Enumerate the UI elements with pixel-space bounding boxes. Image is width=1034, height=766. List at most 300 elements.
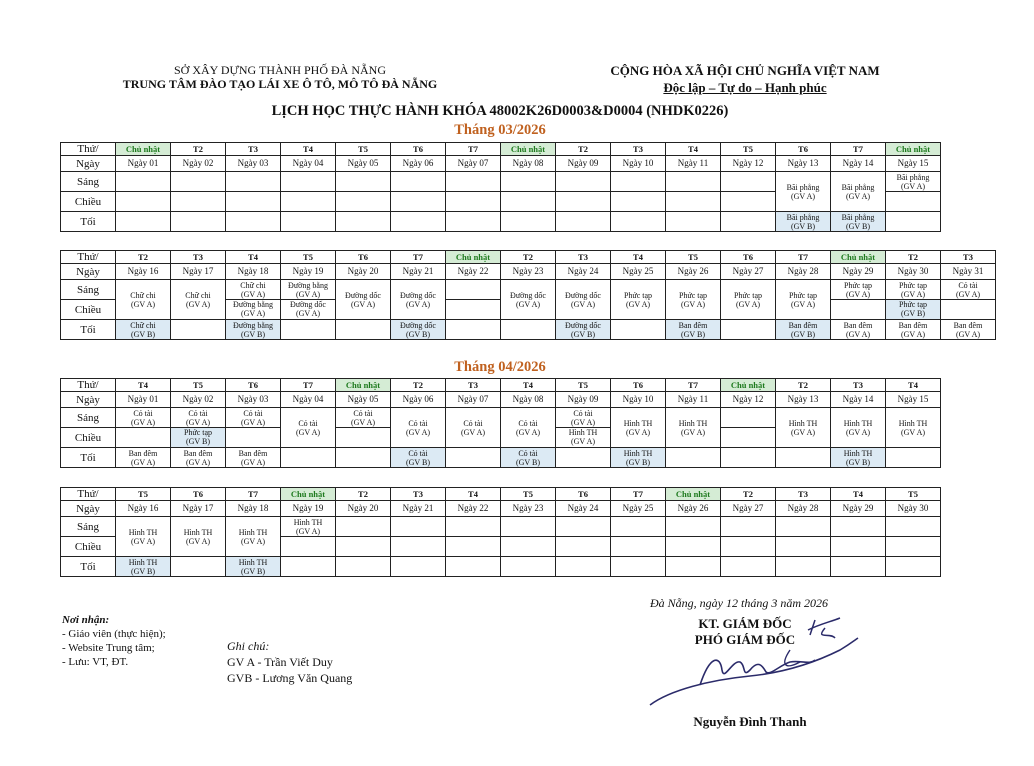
handwritten-signature bbox=[640, 610, 870, 715]
session-cell-evening bbox=[666, 557, 721, 577]
date-header: Ngày 14 bbox=[831, 156, 886, 172]
session-cell-morning bbox=[116, 172, 171, 192]
session-cell-morning-afternoon: Hình TH (GV A) bbox=[611, 408, 666, 448]
session-cell-morning bbox=[611, 172, 666, 192]
session-cell-evening bbox=[721, 448, 776, 468]
session-cell-morning-afternoon: Phức tạp (GV A) bbox=[721, 280, 776, 320]
day-of-week-header: T5 bbox=[281, 251, 336, 264]
date-header: Ngày 11 bbox=[666, 156, 721, 172]
day-of-week-header: T4 bbox=[611, 251, 666, 264]
date-header: Ngày 11 bbox=[666, 392, 721, 408]
row-label-chieu: Chiều bbox=[61, 192, 116, 212]
session-cell-afternoon bbox=[721, 537, 776, 557]
day-of-week-header: T2 bbox=[721, 488, 776, 501]
day-of-week-header: T3 bbox=[831, 379, 886, 392]
notes-block bbox=[227, 638, 427, 686]
session-cell-evening bbox=[336, 448, 391, 468]
session-cell-morning: Bãi phẳng (GV A) bbox=[886, 172, 941, 192]
date-header: Ngày 29 bbox=[831, 501, 886, 517]
recipient-item: - Lưu: VT, ĐT. bbox=[62, 656, 129, 668]
day-of-week-header: T5 bbox=[116, 488, 171, 501]
date-header: Ngày 21 bbox=[391, 264, 446, 280]
date-header: Ngày 16 bbox=[116, 501, 171, 517]
session-cell-evening bbox=[501, 212, 556, 232]
session-cell-morning-afternoon: Đường dốc (GV A) bbox=[336, 280, 391, 320]
day-of-week-header: T4 bbox=[886, 379, 941, 392]
day-of-week-header: T7 bbox=[391, 251, 446, 264]
session-cell-morning-afternoon: Bãi phẳng (GV A) bbox=[831, 172, 886, 212]
day-of-week-header: T2 bbox=[391, 379, 446, 392]
session-cell-evening: Hình TH (GV B) bbox=[226, 557, 281, 577]
national-name: CỘNG HÒA XÃ HỘI CHỦ NGHĨA VIỆT NAM bbox=[610, 63, 880, 78]
session-cell-evening: Bãi phẳng (GV B) bbox=[776, 212, 831, 232]
session-cell-morning bbox=[556, 517, 611, 537]
date-header: Ngày 12 bbox=[721, 392, 776, 408]
day-of-week-header: T4 bbox=[501, 379, 556, 392]
day-of-week-header: T6 bbox=[226, 379, 281, 392]
session-cell-afternoon bbox=[556, 537, 611, 557]
session-cell-afternoon bbox=[391, 537, 446, 557]
session-cell-morning-afternoon: Phức tạp (GV A) bbox=[776, 280, 831, 320]
issuer-center: TRUNG TÂM ĐÀO TẠO LÁI XE Ô TÔ, MÔ TÔ ĐÀ NẴNG bbox=[122, 77, 438, 91]
session-cell-morning: Cỏ tài (GV A) bbox=[171, 408, 226, 428]
day-of-week-header: T2 bbox=[171, 143, 226, 156]
session-cell-evening bbox=[886, 212, 941, 232]
session-cell-morning-afternoon: Hình TH (GV A) bbox=[171, 517, 226, 557]
day-of-week-header: T5 bbox=[721, 143, 776, 156]
date-header: Ngày 18 bbox=[226, 501, 281, 517]
row-label-chieu: Chiều bbox=[61, 428, 116, 448]
sign-line-1: KT. GIÁM ĐỐC bbox=[698, 616, 792, 631]
day-of-week-header: Chủ nhật bbox=[721, 379, 776, 392]
day-of-week-header: T2 bbox=[556, 143, 611, 156]
date-header: Ngày 28 bbox=[776, 501, 831, 517]
date-header: Ngày 28 bbox=[776, 264, 831, 280]
session-cell-morning bbox=[666, 517, 721, 537]
session-cell-afternoon bbox=[171, 192, 226, 212]
row-label-ngay: Ngày bbox=[61, 264, 116, 280]
session-cell-evening: Bãi phẳng (GV B) bbox=[831, 212, 886, 232]
session-cell-evening: Đường dốc (GV B) bbox=[391, 320, 446, 340]
session-cell-morning: Đường bằng (GV A) bbox=[281, 280, 336, 300]
day-of-week-header: T7 bbox=[666, 379, 721, 392]
session-cell-evening: Cỏ tài (GV B) bbox=[391, 448, 446, 468]
date-header: Ngày 01 bbox=[116, 392, 171, 408]
date-header: Ngày 17 bbox=[171, 501, 226, 517]
date-header: Ngày 24 bbox=[556, 501, 611, 517]
session-cell-evening bbox=[776, 557, 831, 577]
session-cell-evening bbox=[171, 557, 226, 577]
day-of-week-header: T7 bbox=[226, 488, 281, 501]
date-header: Ngày 20 bbox=[336, 264, 391, 280]
session-cell-morning bbox=[886, 517, 941, 537]
session-cell-afternoon: Đường dốc (GV A) bbox=[281, 300, 336, 320]
day-of-week-header: T3 bbox=[556, 251, 611, 264]
session-cell-evening bbox=[391, 557, 446, 577]
date-header: Ngày 04 bbox=[281, 392, 336, 408]
row-label-sang: Sáng bbox=[61, 280, 116, 300]
session-cell-evening bbox=[831, 557, 886, 577]
session-cell-evening bbox=[336, 212, 391, 232]
session-cell-evening bbox=[886, 448, 941, 468]
date-header: Ngày 03 bbox=[226, 156, 281, 172]
date-header: Ngày 30 bbox=[886, 264, 941, 280]
session-cell-morning: Cỏ tài (GV A) bbox=[116, 408, 171, 428]
session-cell-afternoon: Phức tạp (GV B) bbox=[886, 300, 941, 320]
session-cell-morning bbox=[721, 172, 776, 192]
day-of-week-header: T4 bbox=[831, 488, 886, 501]
day-of-week-header: T2 bbox=[886, 251, 941, 264]
date-header: Ngày 08 bbox=[501, 156, 556, 172]
date-header: Ngày 27 bbox=[721, 264, 776, 280]
day-of-week-header: T3 bbox=[446, 379, 501, 392]
session-cell-morning bbox=[556, 172, 611, 192]
date-header: Ngày 27 bbox=[721, 501, 776, 517]
date-header: Ngày 17 bbox=[171, 264, 226, 280]
session-cell-morning: Chữ chi (GV A) bbox=[226, 280, 281, 300]
day-of-week-header: T5 bbox=[336, 143, 391, 156]
day-of-week-header: T3 bbox=[171, 251, 226, 264]
page-title: LỊCH HỌC THỰC HÀNH KHÓA 48002K26D0003&D0004 (NHDK0226) bbox=[271, 103, 729, 119]
date-header: Ngày 05 bbox=[336, 392, 391, 408]
row-label-thu: Thứ/ bbox=[61, 379, 116, 392]
date-header: Ngày 26 bbox=[666, 501, 721, 517]
date-header: Ngày 02 bbox=[171, 156, 226, 172]
day-of-week-header: T6 bbox=[336, 251, 391, 264]
session-cell-afternoon: Đường bằng (GV A) bbox=[226, 300, 281, 320]
month-title-04: Tháng 04/2026 bbox=[454, 359, 546, 375]
day-of-week-header: T6 bbox=[611, 379, 666, 392]
schedule-table bbox=[60, 250, 996, 340]
session-cell-morning bbox=[446, 280, 501, 300]
date-header: Ngày 31 bbox=[941, 264, 996, 280]
date-header: Ngày 21 bbox=[391, 501, 446, 517]
session-cell-evening: Đường dốc (GV B) bbox=[556, 320, 611, 340]
day-of-week-header: T7 bbox=[776, 251, 831, 264]
day-of-week-header: Chủ nhật bbox=[281, 488, 336, 501]
session-cell-evening: Hình TH (GV B) bbox=[611, 448, 666, 468]
day-of-week-header: T5 bbox=[171, 379, 226, 392]
session-cell-afternoon bbox=[116, 192, 171, 212]
session-cell-evening: Ban đêm (GV A) bbox=[941, 320, 996, 340]
session-cell-evening bbox=[336, 320, 391, 340]
session-cell-morning: Cỏ tài (GV A) bbox=[556, 408, 611, 428]
day-of-week-header: T5 bbox=[501, 488, 556, 501]
row-label-chieu: Chiều bbox=[61, 300, 116, 320]
session-cell-morning-afternoon: Cỏ tài (GV A) bbox=[501, 408, 556, 448]
session-cell-morning bbox=[666, 172, 721, 192]
session-cell-morning-afternoon: Chữ chi (GV A) bbox=[116, 280, 171, 320]
day-of-week-header: Chủ nhật bbox=[886, 143, 941, 156]
session-cell-evening bbox=[501, 320, 556, 340]
session-cell-evening: Ban đêm (GV B) bbox=[776, 320, 831, 340]
date-header: Ngày 10 bbox=[611, 392, 666, 408]
session-cell-morning-afternoon: Hình TH (GV A) bbox=[226, 517, 281, 557]
session-cell-evening: Ban đêm (GV A) bbox=[116, 448, 171, 468]
session-cell-morning: Cỏ tài (GV A) bbox=[226, 408, 281, 428]
session-cell-evening bbox=[666, 448, 721, 468]
session-cell-evening bbox=[556, 448, 611, 468]
session-cell-evening bbox=[886, 557, 941, 577]
date-header: Ngày 14 bbox=[831, 392, 886, 408]
date-header: Ngày 23 bbox=[501, 264, 556, 280]
session-cell-evening bbox=[446, 212, 501, 232]
session-cell-afternoon bbox=[501, 192, 556, 212]
session-cell-morning-afternoon: Hình TH (GV A) bbox=[776, 408, 831, 448]
session-cell-morning bbox=[501, 517, 556, 537]
session-cell-evening bbox=[281, 557, 336, 577]
session-cell-evening bbox=[556, 557, 611, 577]
sign-line-2: PHÓ GIÁM ĐỐC bbox=[694, 632, 796, 647]
date-header: Ngày 19 bbox=[281, 501, 336, 517]
session-cell-afternoon bbox=[446, 300, 501, 320]
row-label-toi: Tối bbox=[61, 212, 116, 232]
session-cell-morning bbox=[171, 172, 226, 192]
row-label-sang: Sáng bbox=[61, 408, 116, 428]
session-cell-afternoon bbox=[886, 192, 941, 212]
date-header: Ngày 29 bbox=[831, 264, 886, 280]
row-label-toi: Tối bbox=[61, 448, 116, 468]
session-cell-afternoon bbox=[446, 192, 501, 212]
recipient-item: - Website Trung tâm; bbox=[62, 642, 155, 654]
day-of-week-header: T4 bbox=[446, 488, 501, 501]
date-header: Ngày 02 bbox=[171, 392, 226, 408]
row-label-thu: Thứ/ bbox=[61, 143, 116, 156]
date-header: Ngày 15 bbox=[886, 392, 941, 408]
session-cell-afternoon bbox=[336, 192, 391, 212]
session-cell-morning bbox=[446, 517, 501, 537]
issuer-ministry: SỞ XÂY DỰNG THÀNH PHỐ ĐÀ NẴNG bbox=[174, 63, 386, 77]
date-header: Ngày 16 bbox=[116, 264, 171, 280]
session-cell-morning bbox=[281, 172, 336, 192]
session-cell-evening: Hình TH (GV B) bbox=[116, 557, 171, 577]
session-cell-morning-afternoon: Cỏ tài (GV A) bbox=[281, 408, 336, 448]
session-cell-morning-afternoon: Chữ chi (GV A) bbox=[171, 280, 226, 320]
schedule-table bbox=[60, 378, 941, 468]
session-cell-morning-afternoon: Phức tạp (GV A) bbox=[611, 280, 666, 320]
day-of-week-header: T3 bbox=[391, 488, 446, 501]
row-label-thu: Thứ/ bbox=[61, 251, 116, 264]
session-cell-morning: Phức tạp (GV A) bbox=[831, 280, 886, 300]
date-header: Ngày 18 bbox=[226, 264, 281, 280]
motto: Độc lập – Tự do – Hạnh phúc bbox=[663, 80, 827, 95]
date-header: Ngày 05 bbox=[336, 156, 391, 172]
day-of-week-header: T5 bbox=[666, 251, 721, 264]
session-cell-afternoon bbox=[886, 537, 941, 557]
session-cell-evening bbox=[281, 212, 336, 232]
date-header: Ngày 25 bbox=[611, 264, 666, 280]
session-cell-morning-afternoon: Hình TH (GV A) bbox=[666, 408, 721, 448]
session-cell-evening: Chữ chi (GV B) bbox=[116, 320, 171, 340]
recipients-title: Nơi nhận: bbox=[62, 614, 110, 626]
day-of-week-header: T3 bbox=[226, 143, 281, 156]
day-of-week-header: T7 bbox=[831, 143, 886, 156]
day-of-week-header: T7 bbox=[611, 488, 666, 501]
day-of-week-header: Chủ nhật bbox=[666, 488, 721, 501]
row-label-thu: Thứ/ bbox=[61, 488, 116, 501]
session-cell-morning-afternoon: Hình TH (GV A) bbox=[116, 517, 171, 557]
date-header: Ngày 30 bbox=[886, 501, 941, 517]
signer-name: Nguyễn Đình Thanh bbox=[693, 714, 807, 729]
day-of-week-header: T4 bbox=[226, 251, 281, 264]
session-cell-afternoon bbox=[831, 537, 886, 557]
session-cell-evening bbox=[446, 320, 501, 340]
date-header: Ngày 07 bbox=[446, 392, 501, 408]
row-label-toi: Tối bbox=[61, 320, 116, 340]
session-cell-evening bbox=[446, 448, 501, 468]
recipient-item: - Giáo viên (thực hiện); bbox=[62, 628, 166, 640]
day-of-week-header: T3 bbox=[776, 488, 831, 501]
date-header: Ngày 13 bbox=[776, 392, 831, 408]
session-cell-afternoon bbox=[776, 537, 831, 557]
day-of-week-header: Chủ nhật bbox=[831, 251, 886, 264]
session-cell-evening bbox=[171, 320, 226, 340]
session-cell-afternoon bbox=[556, 192, 611, 212]
session-cell-evening bbox=[611, 320, 666, 340]
session-cell-afternoon bbox=[831, 300, 886, 320]
row-label-sang: Sáng bbox=[61, 517, 116, 537]
session-cell-morning-afternoon: Hình TH (GV A) bbox=[831, 408, 886, 448]
session-cell-afternoon bbox=[336, 537, 391, 557]
session-cell-evening bbox=[611, 557, 666, 577]
session-cell-afternoon bbox=[336, 428, 391, 448]
date-header: Ngày 06 bbox=[391, 392, 446, 408]
date-header: Ngày 10 bbox=[611, 156, 666, 172]
date-header: Ngày 03 bbox=[226, 392, 281, 408]
session-cell-morning-afternoon: Bãi phẳng (GV A) bbox=[776, 172, 831, 212]
session-cell-evening: Cỏ tài (GV B) bbox=[501, 448, 556, 468]
session-cell-afternoon bbox=[611, 537, 666, 557]
session-cell-evening: Ban đêm (GV B) bbox=[666, 320, 721, 340]
session-cell-evening bbox=[721, 320, 776, 340]
row-label-toi: Tối bbox=[61, 557, 116, 577]
place-date: Đà Nẵng, ngày 12 tháng 3 năm 2026 bbox=[650, 596, 828, 610]
session-cell-morning bbox=[336, 172, 391, 192]
session-cell-afternoon bbox=[666, 537, 721, 557]
day-of-week-header: T2 bbox=[776, 379, 831, 392]
schedule-table bbox=[60, 142, 941, 232]
date-header: Ngày 06 bbox=[391, 156, 446, 172]
session-cell-morning-afternoon: Đường dốc (GV A) bbox=[501, 280, 556, 320]
day-of-week-header: T2 bbox=[116, 251, 171, 264]
session-cell-morning bbox=[446, 172, 501, 192]
session-cell-morning bbox=[721, 517, 776, 537]
day-of-week-header: T6 bbox=[391, 143, 446, 156]
date-header: Ngày 20 bbox=[336, 501, 391, 517]
session-cell-evening bbox=[776, 448, 831, 468]
session-cell-morning-afternoon: Đường dốc (GV A) bbox=[556, 280, 611, 320]
session-cell-morning bbox=[776, 517, 831, 537]
row-label-ngay: Ngày bbox=[61, 501, 116, 517]
date-header: Ngày 12 bbox=[721, 156, 776, 172]
day-of-week-header: T6 bbox=[556, 488, 611, 501]
day-of-week-header: Chủ nhật bbox=[446, 251, 501, 264]
issuer-block bbox=[100, 63, 460, 91]
session-cell-afternoon bbox=[226, 192, 281, 212]
row-label-ngay: Ngày bbox=[61, 392, 116, 408]
note-item: GVB - Lương Văn Quang bbox=[227, 671, 353, 685]
session-cell-evening bbox=[336, 557, 391, 577]
session-cell-evening bbox=[391, 212, 446, 232]
session-cell-evening bbox=[281, 448, 336, 468]
session-cell-evening bbox=[556, 212, 611, 232]
session-cell-evening: Hình TH (GV B) bbox=[831, 448, 886, 468]
date-header: Ngày 22 bbox=[446, 501, 501, 517]
session-cell-morning bbox=[336, 517, 391, 537]
day-of-week-header: Chủ nhật bbox=[501, 143, 556, 156]
session-cell-morning bbox=[226, 172, 281, 192]
session-cell-morning bbox=[391, 172, 446, 192]
session-cell-morning-afternoon: Cỏ tài (GV A) bbox=[446, 408, 501, 448]
note-item: GV A - Trần Viết Duy bbox=[227, 655, 333, 669]
day-of-week-header: T5 bbox=[556, 379, 611, 392]
session-cell-evening bbox=[501, 557, 556, 577]
session-cell-morning: Cỏ tài (GV A) bbox=[941, 280, 996, 300]
row-label-chieu: Chiều bbox=[61, 537, 116, 557]
session-cell-morning bbox=[831, 517, 886, 537]
national-motto bbox=[585, 62, 905, 96]
session-cell-evening bbox=[721, 557, 776, 577]
date-header: Ngày 23 bbox=[501, 501, 556, 517]
session-cell-evening bbox=[226, 212, 281, 232]
date-header: Ngày 09 bbox=[556, 392, 611, 408]
session-cell-evening bbox=[721, 212, 776, 232]
session-cell-afternoon bbox=[501, 537, 556, 557]
day-of-week-header: T3 bbox=[941, 251, 996, 264]
session-cell-morning: Hình TH (GV A) bbox=[281, 517, 336, 537]
session-cell-morning-afternoon: Đường dốc (GV A) bbox=[391, 280, 446, 320]
day-of-week-header: T5 bbox=[886, 488, 941, 501]
date-header: Ngày 09 bbox=[556, 156, 611, 172]
session-cell-afternoon bbox=[391, 192, 446, 212]
session-cell-afternoon bbox=[446, 537, 501, 557]
session-cell-morning bbox=[721, 408, 776, 428]
date-header: Ngày 25 bbox=[611, 501, 666, 517]
session-cell-afternoon bbox=[941, 300, 996, 320]
date-header: Ngày 13 bbox=[776, 156, 831, 172]
schedule-table bbox=[60, 487, 941, 577]
session-cell-afternoon bbox=[281, 537, 336, 557]
session-cell-evening bbox=[171, 212, 226, 232]
date-header: Ngày 22 bbox=[446, 264, 501, 280]
row-label-sang: Sáng bbox=[61, 172, 116, 192]
session-cell-morning bbox=[501, 172, 556, 192]
session-cell-afternoon bbox=[721, 192, 776, 212]
session-cell-morning: Cỏ tài (GV A) bbox=[336, 408, 391, 428]
session-cell-afternoon bbox=[116, 428, 171, 448]
date-header: Ngày 01 bbox=[116, 156, 171, 172]
session-cell-evening: Ban đêm (GV A) bbox=[226, 448, 281, 468]
session-cell-morning-afternoon: Hình TH (GV A) bbox=[886, 408, 941, 448]
session-cell-evening bbox=[666, 212, 721, 232]
session-cell-morning bbox=[391, 517, 446, 537]
session-cell-afternoon: Hình TH (GV A) bbox=[556, 428, 611, 448]
date-header: Ngày 24 bbox=[556, 264, 611, 280]
session-cell-afternoon bbox=[281, 192, 336, 212]
date-header: Ngày 26 bbox=[666, 264, 721, 280]
day-of-week-header: T4 bbox=[281, 143, 336, 156]
date-header: Ngày 19 bbox=[281, 264, 336, 280]
session-cell-afternoon bbox=[666, 192, 721, 212]
session-cell-afternoon bbox=[721, 428, 776, 448]
date-header: Ngày 04 bbox=[281, 156, 336, 172]
day-of-week-header: T7 bbox=[281, 379, 336, 392]
day-of-week-header: T7 bbox=[446, 143, 501, 156]
session-cell-afternoon bbox=[611, 192, 666, 212]
day-of-week-header: T3 bbox=[611, 143, 666, 156]
session-cell-evening bbox=[281, 320, 336, 340]
day-of-week-header: Chủ nhật bbox=[336, 379, 391, 392]
